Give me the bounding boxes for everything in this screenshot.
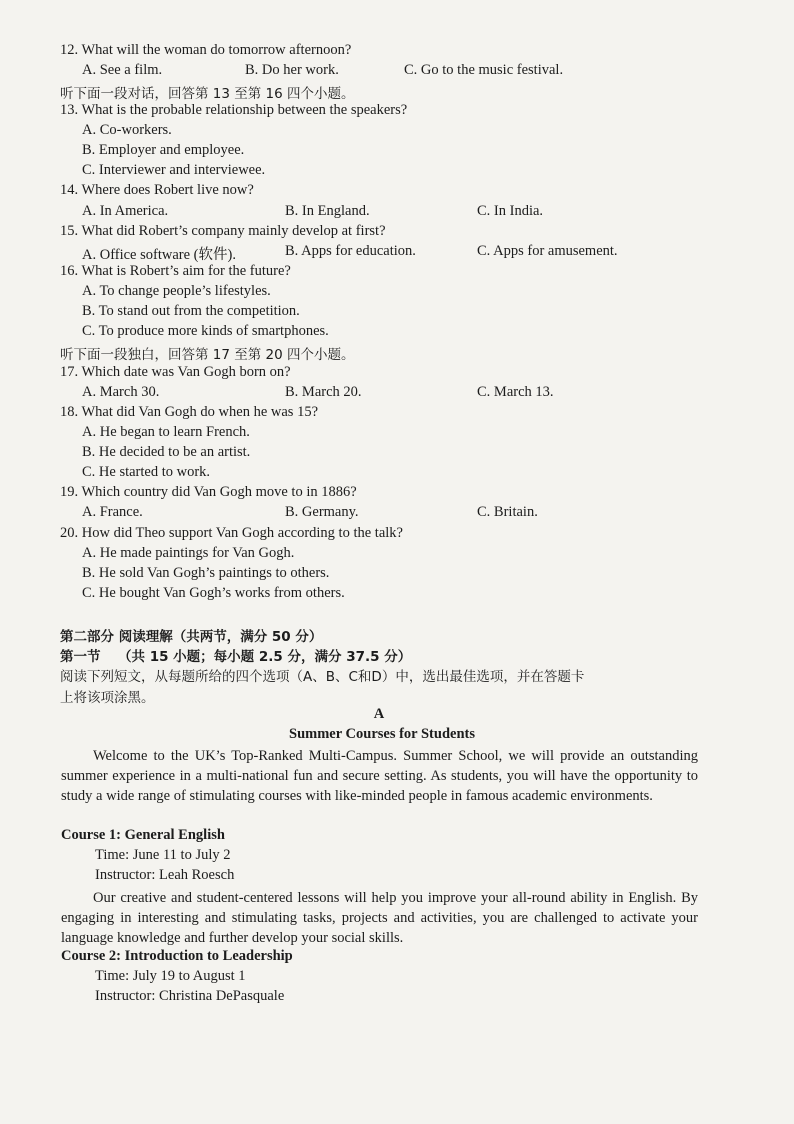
question-15-stem: 15. What did Robert’s company mainly develop at first? (60, 223, 386, 239)
section-one-detail: （共 15 小题；每小题 2.5 分，满分 37.5 分） (118, 649, 412, 665)
question-12-option-a: A. See a film. (82, 62, 163, 78)
question-17-option-a: A. March 30. (82, 384, 160, 400)
question-14-option-c: C. In India. (477, 203, 544, 219)
listening-instruction-17-20: 听下面一段独白，回答第 17 至第 20 四个小题。 (60, 347, 355, 363)
question-17-option-b: B. March 20. (285, 384, 362, 400)
question-16-stem: 16. What is Robert’s aim for the future? (60, 263, 291, 279)
question-15-option-c: C. Apps for amusement. (477, 243, 618, 259)
course-2-instructor: Instructor: Christina DePasquale (95, 988, 285, 1004)
question-19-option-c: C. Britain. (477, 504, 538, 520)
course-2-title: Course 2: Introduction to Leadership (61, 948, 293, 964)
question-16-option-b: B. To stand out from the competition. (82, 303, 300, 319)
question-12-option-c: C. Go to the music festival. (404, 62, 564, 78)
question-16-option-c: C. To produce more kinds of smartphones. (82, 323, 329, 339)
question-18-option-c: C. He started to work. (82, 464, 211, 480)
question-15-option-b: B. Apps for education. (285, 243, 416, 259)
question-16-option-a: A. To change people’s lifestyles. (82, 283, 271, 299)
course-1-instructor: Instructor: Leah Roesch (95, 867, 235, 883)
course-1-time: Time: June 11 to July 2 (95, 847, 231, 863)
question-13-option-b: B. Employer and employee. (82, 142, 245, 158)
part-two-title: 第二部分 阅读理解（共两节，满分 50 分） (60, 629, 323, 645)
question-19-option-b: B. Germany. (285, 504, 359, 520)
question-19-stem: 19. Which country did Van Gogh move to in 1886? (60, 484, 357, 500)
question-18-stem: 18. What did Van Gogh do when he was 15? (60, 404, 319, 420)
passage-letter: A (373, 706, 385, 722)
question-20-stem: 20. How did Theo support Van Gogh according to the talk? (60, 525, 403, 541)
question-14-option-a: A. In America. (82, 203, 169, 219)
question-12-stem: 12. What will the woman do tomorrow afternoon? (60, 42, 352, 58)
section-one-title: 第一节 (60, 649, 101, 665)
listening-instruction-13-16: 听下面一段对话，回答第 13 至第 16 四个小题。 (60, 86, 355, 102)
reading-instruction-line-1: 阅读下列短文，从每题所给的四个选项（A、B、C和D）中，选出最佳选项，并在答题卡 (60, 669, 585, 685)
question-18-option-a: A. He began to learn French. (82, 424, 250, 440)
course-1-title: Course 1: General English (61, 827, 225, 843)
question-17-stem: 17. Which date was Van Gogh born on? (60, 364, 291, 380)
question-19-option-a: A. France. (82, 504, 143, 520)
question-20-option-b: B. He sold Van Gogh’s paintings to others. (82, 565, 330, 581)
question-12-option-b: B. Do her work. (245, 62, 339, 78)
course-2-time: Time: July 19 to August 1 (95, 968, 246, 984)
question-15-option-a: A. Office software (软件). (82, 247, 236, 263)
reading-instruction-line-2: 上将该项涂黑。 (60, 690, 155, 706)
course-1-description: Our creative and student-centered lessons will help you improve your all-round ability in English. By engaging in interesting and stimulating tasks, projects and activities, you are challenged to activate your language knowledge and further develop your social skills. (61, 890, 698, 946)
passage-title: Summer Courses for Students (289, 726, 475, 742)
question-20-option-c: C. He bought Van Gogh’s works from others. (82, 585, 345, 601)
question-18-option-b: B. He decided to be an artist. (82, 444, 251, 460)
question-13-stem: 13. What is the probable relationship between the speakers? (60, 102, 408, 118)
question-13-option-c: C. Interviewer and interviewee. (82, 162, 266, 178)
question-20-option-a: A. He made paintings for Van Gogh. (82, 545, 295, 561)
question-14-stem: 14. Where does Robert live now? (60, 182, 254, 198)
question-13-option-a: A. Co-workers. (82, 122, 172, 138)
passage-intro: Welcome to the UK’s Top-Ranked Multi-Campus. Summer School, we will provide an outstanding summer experience in a multi-national fun and secure setting. As students, you will have the opportunity to study a wide range of stimulating courses with like-minded people in famous academic environments. (61, 748, 698, 804)
question-14-option-b: B. In England. (285, 203, 370, 219)
question-17-option-c: C. March 13. (477, 384, 554, 400)
